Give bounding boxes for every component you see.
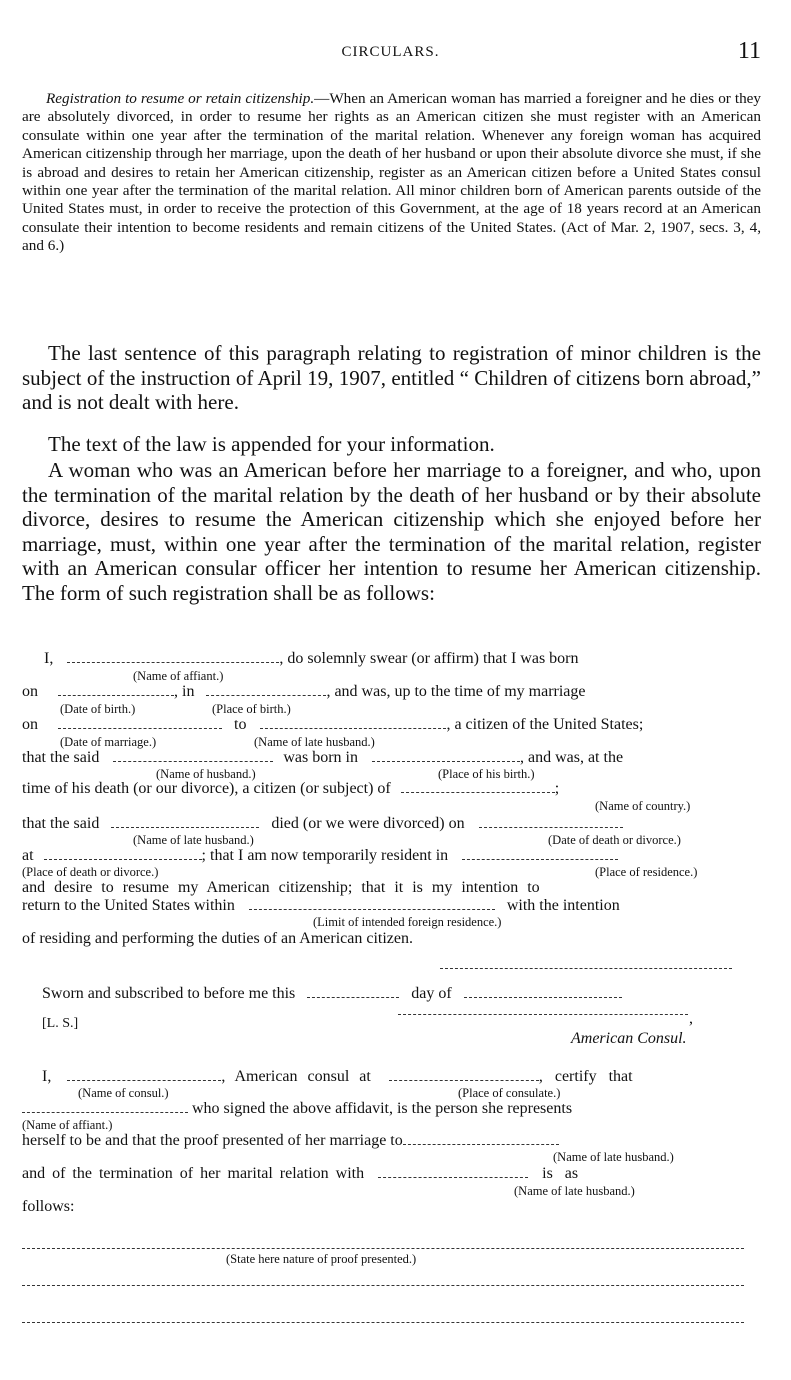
caption-consul-name: (Name of consul.)	[78, 1086, 169, 1100]
paragraph-minor-children: The last sentence of this paragraph relating to registration of minor children is the subject of the instruction of April 19, 1907, entitled “ Children of citizens born abroad,” and is not dealt with here.	[22, 341, 761, 415]
page-number: 11	[737, 38, 761, 64]
form-line-10: of residing and performing the duties of an American citizen.	[22, 930, 413, 947]
form-line-2: on , in , and was, up to the time of my marriage	[22, 683, 586, 700]
caption-date-birth: (Date of birth.)	[60, 702, 136, 716]
caption-consulate: (Place of consulate.)	[458, 1086, 561, 1100]
consul-signature-line	[398, 1014, 688, 1015]
form-line-5: time of his death (or our divorce), a citizen (or subject) of ;	[22, 780, 560, 797]
affiant-name-blank	[67, 650, 279, 663]
caption-date-marriage: (Date of marriage.)	[60, 735, 157, 749]
paragraph-text: —When an American woman has married a foreigner and he dies or they are absolutely divorced, in order to resume her rights as an American citizen she must register with an American consulate within one year after the termination of the marital relation. Whenever any foreign woman has acquired American citizenship through her marriage, upon the death of her husband or upon their absolute divorce she must, if she is abroad and desires to retain her American citizenship, register as an American citizen before a United States consul within one year after the termination of the marital relation. All minor children born of American parents outside of the United States must, in order to receive the protection of this Government, at the age of 18 years record at an American consulate their intention to become residents and remain citizens of the United States. (Act of Mar. 2, 1907, secs. 3, 4, and 6.)	[22, 90, 761, 255]
caption-date-death: (Date of death or divorce.)	[548, 833, 681, 847]
registration-paragraph	[22, 90, 761, 256]
form-line-3: on to , a citizen of the United States;	[22, 716, 644, 733]
caption-residence: (Place of residence.)	[595, 865, 698, 879]
caption-late-husband-2: (Name of late husband.)	[133, 833, 254, 847]
form-line-8: and desire to resume my American citizenship; that it is my intention to	[22, 879, 540, 896]
page-header	[20, 38, 761, 68]
paragraph-lead: Registration to resume or retain citizenship.	[46, 90, 315, 107]
certify-line-3: herself to be and that the proof presented of her marriage to	[22, 1132, 755, 1150]
proof-line-2	[22, 1285, 744, 1286]
certify-line-4: and of the termination of her marital relation with is as	[22, 1165, 579, 1182]
caption-late-husband-4: (Name of late husband.)	[514, 1184, 635, 1198]
caption-country: (Name of country.)	[595, 799, 691, 813]
signature-comma: ,	[689, 1010, 693, 1027]
caption-limit-residence: (Limit of intended foreign residence.)	[313, 915, 502, 929]
caption-affiant-2: (Name of affiant.)	[22, 1118, 113, 1132]
seal-mark: [L. S.]	[42, 1016, 79, 1031]
form-line-6: that the said died (or we were divorced) on	[22, 815, 755, 833]
certify-line-1: I, , American consul at , certify that	[42, 1068, 633, 1085]
sworn-line: Sworn and subscribed to before me this day of	[22, 985, 755, 1003]
caption-proof: (State here nature of proof presented.)	[226, 1252, 417, 1266]
form-line-4: that the said was born in , and was, at the	[22, 749, 624, 766]
caption-affiant: (Name of affiant.)	[133, 669, 224, 683]
caption-husband: (Name of husband.)	[156, 767, 256, 781]
proof-line-1	[22, 1248, 744, 1249]
form-line-7: at ; that I am now temporarily resident in	[22, 847, 755, 865]
running-head: CIRCULARS.	[341, 44, 440, 60]
proof-line-3	[22, 1322, 744, 1323]
form-line-1: I, , do solemnly swear (or affirm) that I was born	[44, 650, 579, 667]
paragraph-law-appended: The text of the law is appended for your information.	[48, 432, 495, 456]
caption-late-husband-3: (Name of late husband.)	[553, 1150, 674, 1164]
consul-title: American Consul.	[571, 1030, 687, 1047]
certify-line-5: follows:	[22, 1198, 75, 1215]
affiant-signature-line	[440, 968, 732, 969]
certify-line-2: who signed the above affidavit, is the person she represents	[22, 1100, 755, 1118]
caption-place-his-birth: (Place of his birth.)	[438, 767, 535, 781]
paragraph-law-text: A woman who was an American before her marriage to a foreigner, and who, upon the termination of the marital relation by the death of her husband or by their absolute divorce, desires to resume the American citizenship which she enjoyed before her marriage, must, within one year after the termination of the marital relation, register with an American consular officer her intention to resume her American citizenship. The form of such registration shall be as follows:	[22, 458, 761, 605]
caption-place-birth: (Place of birth.)	[212, 702, 291, 716]
form-line-9: return to the United States within with the intention	[22, 897, 620, 914]
caption-place-death: (Place of death or divorce.)	[22, 865, 159, 879]
caption-late-husband-1: (Name of late husband.)	[254, 735, 375, 749]
